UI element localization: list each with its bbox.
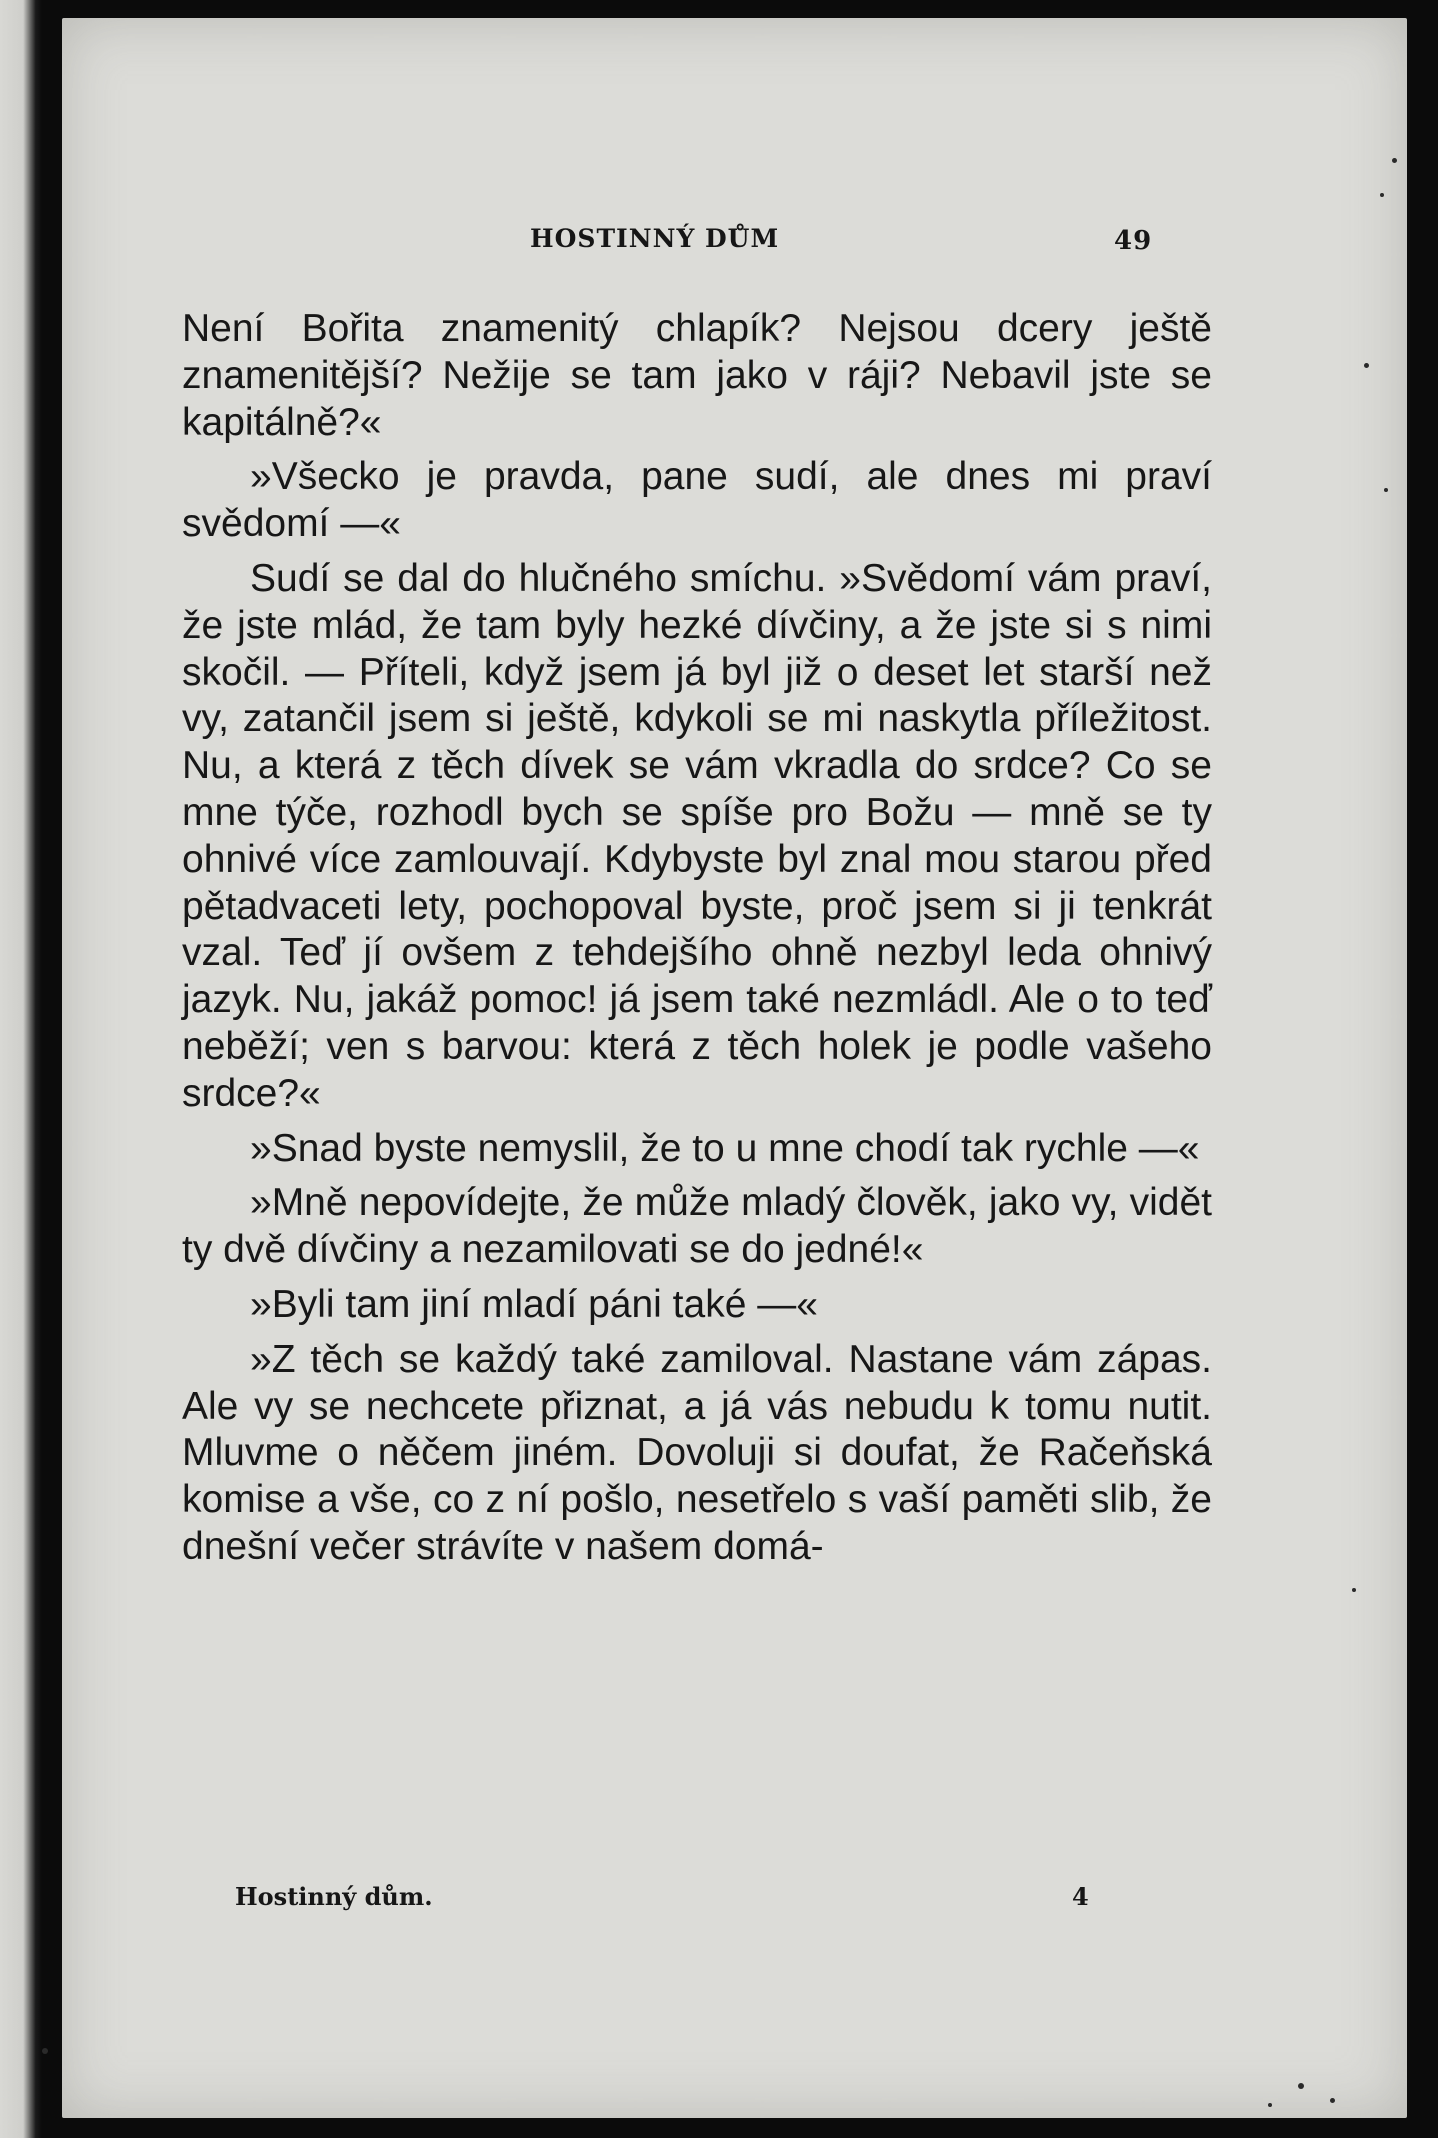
paper-speck (1392, 158, 1397, 163)
paper-speck (1384, 488, 1388, 492)
running-header (62, 224, 1407, 264)
paper-speck (1268, 2103, 1272, 2107)
running-title: HOSTINNÝ DŮM (530, 224, 780, 253)
paragraph: »Všecko je pravda, pane sudí, ale dnes mi praví svědomí —« (182, 455, 1212, 546)
paper-speck (42, 2048, 48, 2054)
paragraph: »Snad byste nemyslil, že to u mne chodí tak rychle —« (250, 1126, 1200, 1170)
paper-speck (1298, 2083, 1304, 2089)
paragraph: »Mně nepovídejte, že může mladý člověk, jako vy, vidět ty dvě dívčiny a nezamilovati se do jedné!« (182, 1181, 1212, 1272)
signature-number: 4 (1072, 1882, 1089, 1911)
page-footer (62, 1882, 1407, 1922)
paper-speck (1352, 1588, 1356, 1592)
page-number: 49 (1114, 226, 1153, 256)
paragraph: Sudí se dal do hlučného smíchu. »Svědomí vám praví, že jste mlád, že tam byly hezké dívčiny, a že jste si s nimi skočil. — Příteli, když jsem já byl již o deset let starší než vy, zatančil jsem si ještě, kdykoli se mi naskytla příležitost. Nu, a která z těch dívek se vám vkradla do srdce? Co se mne týče, rozhodl bych se spíše pro Božu — mně se ty ohnivé více zamlouvají. Kdybyste byl znal mou starou před pětadvaceti lety, pochopoval byste, proč jsem si ji tenkrát vzal. Teď jí ovšem z tehdejšího ohně nezbyl leda ohnivý jazyk. Nu, jakáž pomoc! já jsem také nezmládl. Ale o to teď neběží; ven s barvou: která z těch holek je podle vašeho srdce?« (182, 556, 1212, 1115)
body-text (182, 306, 1212, 1579)
paragraph: »Byli tam jiní mladí páni také —« (250, 1282, 818, 1326)
book-page (62, 18, 1407, 2118)
paper-speck (1380, 193, 1384, 197)
adjacent-page-edge (0, 0, 42, 2138)
paragraph: Není Bořita znamenitý chlapík? Nejsou dcery ještě znamenitější? Nežije se tam jako v ráji? Nebavil jste se kapitálně?« (182, 307, 1212, 444)
paragraph: »Z těch se každý také zamiloval. Nastane vám zápas. Ale vy se nechcete přiznat, a já vás nebudu k tomu nutit. Mluvme o něčem jiném. Dovoluji si doufat, že Račeňská komise a vše, co z ní pošlo, nesetřelo s vaší paměti slib, že dnešní večer strávíte v našem domá- (182, 1337, 1212, 1568)
paper-speck (1364, 363, 1369, 368)
signature-mark: Hostinný dům. (235, 1882, 433, 1911)
paper-speck (1330, 2098, 1335, 2103)
